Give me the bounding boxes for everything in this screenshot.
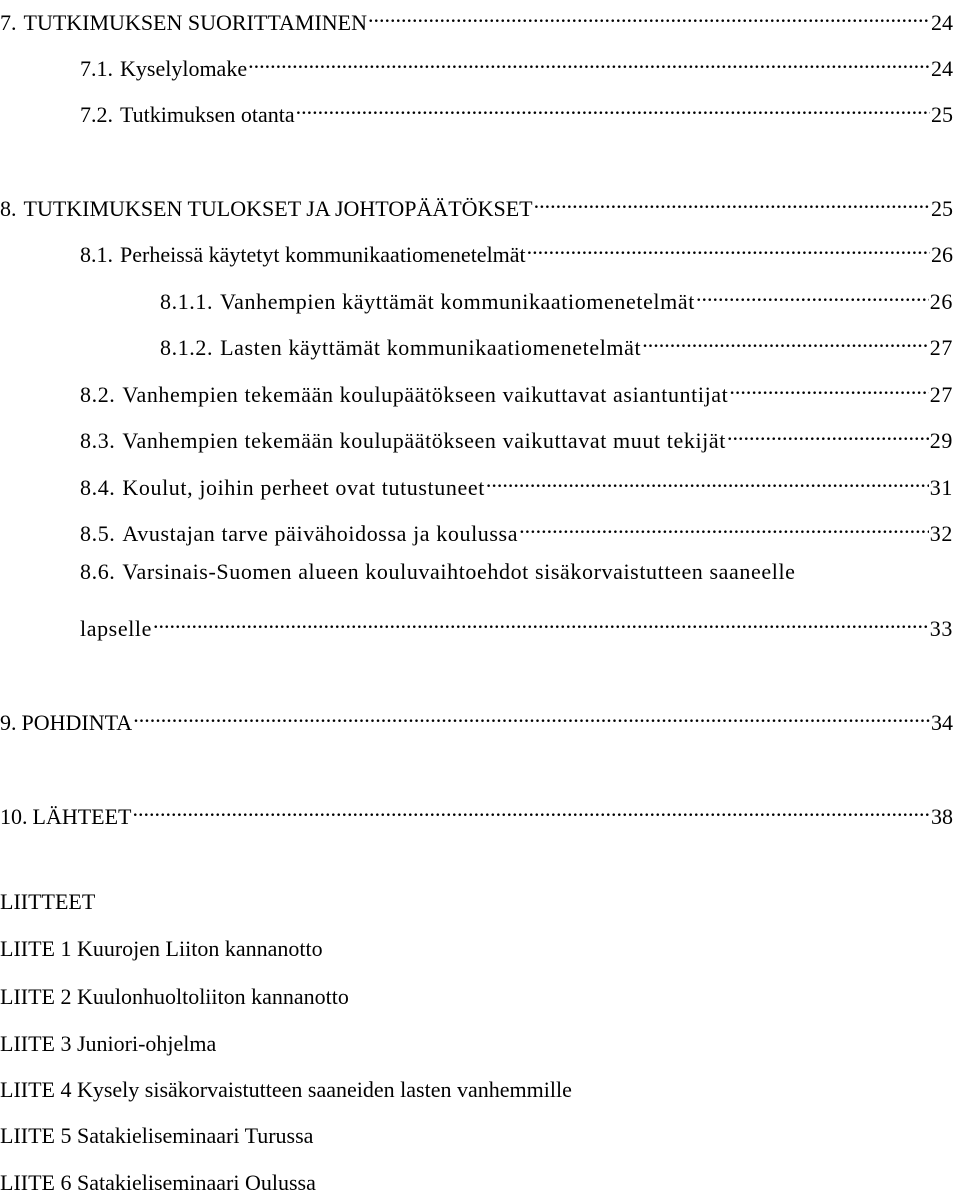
toc-entry-page: 27 — [929, 382, 953, 407]
dot-leader — [132, 794, 930, 824]
toc-entry-title: POHDINTA — [21, 710, 133, 735]
toc-entry-title: Vanhempien tekemään koulupäätökseen vaikuttavat muut tekijät — [122, 428, 726, 453]
toc-entry-number: 8.6. — [80, 559, 116, 584]
toc-entry-9[interactable] — [0, 700, 953, 735]
dot-leader — [696, 279, 929, 309]
appendix-item[interactable]: LIITE 5 Satakieliseminaari Turussa — [0, 1123, 314, 1148]
toc-entry-page: 24 — [931, 10, 953, 35]
dot-leader — [642, 325, 929, 355]
toc-entry-8-1[interactable] — [80, 232, 953, 267]
appendix-item[interactable]: LIITE 2 Kuulonhuoltoliiton kannanotto — [0, 984, 349, 1009]
dot-leader — [248, 46, 930, 76]
toc-entry-number: 8.5. — [80, 521, 116, 546]
toc-entry-8-1-2[interactable] — [160, 325, 953, 360]
toc-entry-page: 34 — [931, 710, 953, 735]
toc-entry-title: Koulut, joihin perheet ovat tutustuneet — [122, 475, 485, 500]
toc-entry-page: 26 — [929, 289, 953, 314]
appendix-item[interactable]: LIITE 4 Kysely sisäkorvaistutteen saaneiden lasten vanhemmille — [0, 1077, 572, 1102]
dot-leader — [519, 511, 929, 541]
toc-entry-number: 8.3. — [80, 428, 116, 453]
appendix-item[interactable]: LIITE 6 Satakieliseminaari Oulussa — [0, 1170, 316, 1195]
toc-entry-number: 7.2. — [80, 102, 113, 127]
toc-entry-title: Avustajan tarve päivähoidossa ja koulussa — [122, 521, 519, 546]
dot-leader — [729, 372, 928, 402]
toc-entry-page: 32 — [929, 521, 953, 546]
toc-entry-page: 25 — [931, 102, 953, 127]
toc-entry-8-4[interactable] — [80, 465, 953, 500]
toc-entry-number: 8.1. — [80, 242, 113, 267]
toc-entry-title: Vanhempien käyttämät kommunikaatiomenetelmät — [220, 289, 695, 314]
toc-entry-number: 7.1. — [80, 56, 113, 81]
toc-entry-7-2[interactable] — [80, 92, 953, 127]
toc-entry-10[interactable] — [0, 794, 953, 829]
toc-entry-title: Lasten käyttämät kommunikaatiomenetelmät — [220, 335, 642, 360]
toc-entry-number: 10. — [0, 804, 28, 829]
toc-entry-title: Vanhempien tekemään koulupäätökseen vaikuttavat asiantuntijat — [122, 382, 729, 407]
toc-entry-page: 26 — [931, 242, 953, 267]
toc-entry-8-6[interactable] — [80, 557, 953, 587]
toc-entry-7[interactable] — [0, 0, 953, 35]
toc-entry-title: TUTKIMUKSEN TULOKSET JA JOHTOPÄÄTÖKSET — [23, 196, 533, 221]
toc-entry-number: 9. — [0, 710, 17, 735]
toc-entry-number: 7. — [0, 10, 17, 35]
toc-entry-title: Perheissä käytetyt kommunikaatiomenetelmät — [120, 242, 526, 267]
toc-entry-8-1-1[interactable] — [160, 279, 953, 314]
toc-entry-page: 27 — [929, 335, 953, 360]
toc-entry-page: 25 — [931, 196, 953, 221]
toc-entry-number: 8. — [0, 196, 17, 221]
toc-entry-number: 8.2. — [80, 382, 116, 407]
toc-entry-title: Kyselylomake — [120, 56, 248, 81]
toc-entry-title: LÄHTEET — [32, 804, 132, 829]
appendices-heading: LIITTEET — [0, 889, 96, 914]
dot-leader — [486, 465, 929, 495]
dot-leader — [534, 186, 930, 216]
toc-entry-number: 8.4. — [80, 475, 116, 500]
toc-entry-8[interactable] — [0, 186, 953, 221]
toc-entry-page: 24 — [931, 56, 953, 81]
dot-leader — [296, 92, 930, 122]
dot-leader — [153, 606, 929, 636]
toc-entry-page: 29 — [929, 428, 953, 453]
toc-entry-number: 8.1.1. — [160, 289, 214, 314]
dot-leader — [133, 700, 930, 730]
dot-leader — [527, 232, 930, 262]
toc-entry-title: Varsinais-Suomen alueen kouluvaihtoehdot sisäkorvaistutteen saaneelle — [122, 559, 796, 584]
appendix-item[interactable]: LIITE 1 Kuurojen Liiton kannanotto — [0, 936, 323, 961]
toc-entry-7-1[interactable] — [80, 46, 953, 81]
toc-entry-8-5[interactable] — [80, 511, 953, 546]
toc-entry-8-2[interactable] — [80, 372, 953, 407]
toc-entry-title: TUTKIMUKSEN SUORITTAMINEN — [23, 10, 367, 35]
toc-entry-number: 8.1.2. — [160, 335, 214, 360]
appendix-item[interactable]: LIITE 3 Juniori-ohjelma — [0, 1031, 217, 1056]
toc-entry-title: Tutkimuksen otanta — [120, 102, 295, 127]
toc-entry-8-3[interactable] — [80, 418, 953, 453]
toc-entry-8-6-continued[interactable] — [80, 606, 953, 641]
dot-leader — [727, 418, 929, 448]
dot-leader — [368, 0, 930, 30]
toc-entry-page: 38 — [931, 804, 953, 829]
toc-entry-title: lapselle — [80, 616, 152, 641]
toc-entry-page: 31 — [929, 475, 953, 500]
toc-entry-page: 33 — [929, 616, 953, 641]
